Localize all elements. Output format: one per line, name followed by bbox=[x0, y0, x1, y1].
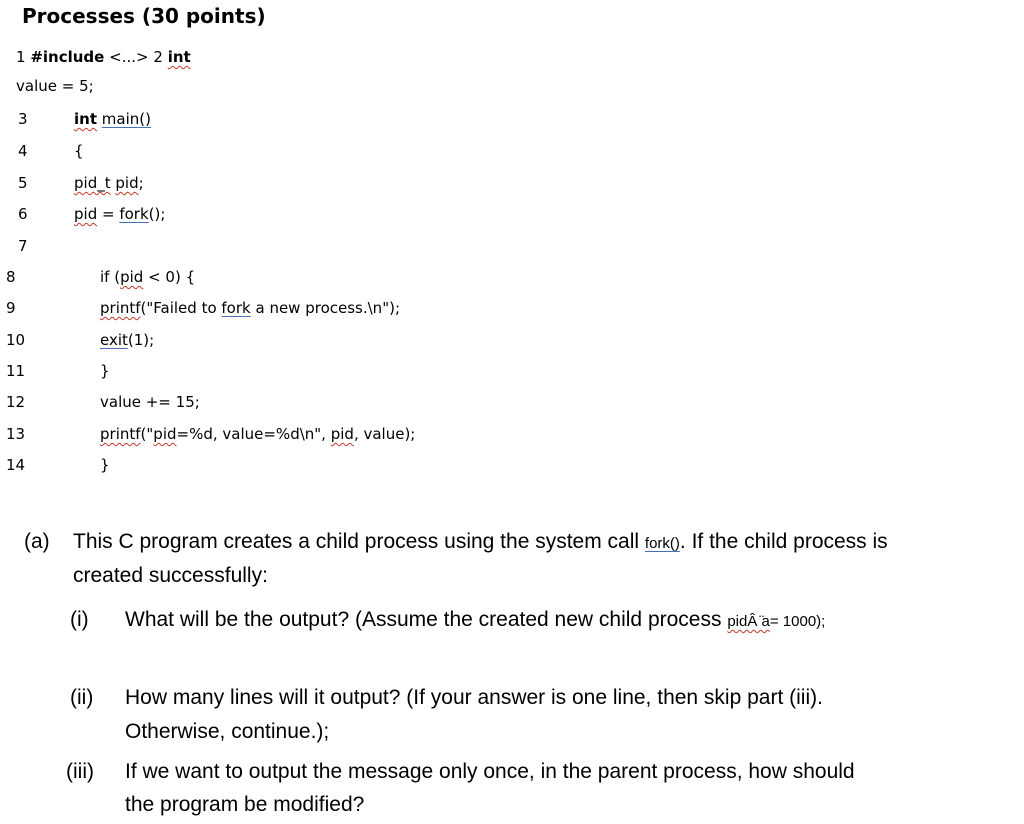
line-number: 4 bbox=[18, 142, 28, 160]
code-line-3 bbox=[74, 110, 151, 128]
pid-value: = 1000); bbox=[769, 613, 826, 630]
part-i-question: What will be the output? (Assume the created new child process bbox=[125, 608, 728, 631]
code-line-4: { bbox=[74, 142, 84, 160]
line-number: 14 bbox=[6, 456, 26, 474]
part-iii-line2: the program be modified? bbox=[125, 793, 365, 816]
function-name: exit bbox=[100, 331, 128, 349]
part-label: (i) bbox=[70, 608, 89, 631]
include-target: <...> bbox=[109, 48, 149, 66]
code-line-14: } bbox=[100, 456, 110, 474]
operator: = bbox=[97, 205, 120, 223]
part-ii-line1: How many lines will it output? (If your answer is one line, then skip part (iii). bbox=[125, 686, 823, 709]
part-label: (ii) bbox=[70, 686, 94, 709]
line-number: 8 bbox=[6, 268, 16, 286]
code-line-1-wrap: value = 5; bbox=[16, 77, 94, 95]
garbled-text: pidÂ ̈a bbox=[727, 613, 770, 630]
line-number: 12 bbox=[6, 393, 26, 411]
fork-parens: () bbox=[669, 535, 680, 552]
format-text: pid bbox=[153, 425, 177, 443]
string-literal: ("Failed to bbox=[140, 299, 222, 317]
line-number: 5 bbox=[18, 174, 28, 192]
question-text-end: . If the child process is bbox=[679, 530, 888, 553]
if-keyword: if ( bbox=[100, 268, 121, 286]
code-line-1 bbox=[16, 48, 191, 66]
question-text-line2: created successfully: bbox=[73, 564, 268, 587]
line-number: 6 bbox=[18, 205, 28, 223]
type-name: pid_t bbox=[74, 174, 111, 192]
parens: () bbox=[139, 110, 151, 128]
question-label: (a) bbox=[24, 530, 50, 553]
include-directive: #include bbox=[30, 48, 105, 66]
line-number: 2 bbox=[153, 48, 163, 66]
code-line-12: value += 15; bbox=[100, 393, 200, 411]
fork-link: fork bbox=[221, 299, 251, 317]
identifier: pid bbox=[120, 268, 144, 286]
line-number: 13 bbox=[6, 425, 26, 443]
line-number: 10 bbox=[6, 331, 26, 349]
code-line-11: } bbox=[100, 362, 110, 380]
part-ii-line2: Otherwise, continue.); bbox=[125, 720, 330, 743]
function-name: printf bbox=[100, 299, 141, 317]
code-line-10 bbox=[100, 331, 154, 349]
code-line-8 bbox=[100, 268, 195, 286]
call-suffix: (); bbox=[148, 205, 166, 223]
keyword: int bbox=[167, 48, 191, 66]
identifier: pid bbox=[115, 174, 139, 192]
question-text bbox=[73, 530, 888, 554]
identifier: pid bbox=[330, 425, 354, 443]
function-name: main bbox=[101, 110, 140, 128]
string-literal: (" bbox=[140, 425, 154, 443]
line-number: 9 bbox=[6, 299, 16, 317]
string-literal: a new process.\n"); bbox=[250, 299, 400, 317]
code-line-13 bbox=[100, 425, 415, 443]
code-line-6 bbox=[74, 205, 165, 223]
semicolon: ; bbox=[138, 174, 144, 192]
code-line-5 bbox=[74, 174, 144, 192]
line-number: 11 bbox=[6, 362, 26, 380]
identifier: pid bbox=[74, 205, 98, 223]
call-suffix: , value); bbox=[353, 425, 416, 443]
question-text-start: This C program creates a child process using the system call bbox=[73, 530, 645, 553]
function-name: printf bbox=[100, 425, 141, 443]
call-suffix: (1); bbox=[127, 331, 155, 349]
part-iii-line1: If we want to output the message only once, in the parent process, how should bbox=[125, 760, 855, 783]
part-label: (iii) bbox=[66, 760, 94, 783]
condition: < 0) { bbox=[143, 268, 196, 286]
section-title: Processes (30 points) bbox=[22, 4, 266, 28]
fork-function: fork bbox=[644, 535, 670, 552]
keyword: int bbox=[74, 110, 97, 128]
part-i-text bbox=[125, 608, 825, 632]
line-number: 3 bbox=[18, 110, 28, 128]
code-line-9 bbox=[100, 299, 400, 317]
function-name: fork bbox=[119, 205, 149, 223]
line-number: 1 bbox=[16, 48, 26, 66]
string-literal: =%d, value=%d\n", bbox=[176, 425, 331, 443]
line-number: 7 bbox=[18, 237, 28, 255]
